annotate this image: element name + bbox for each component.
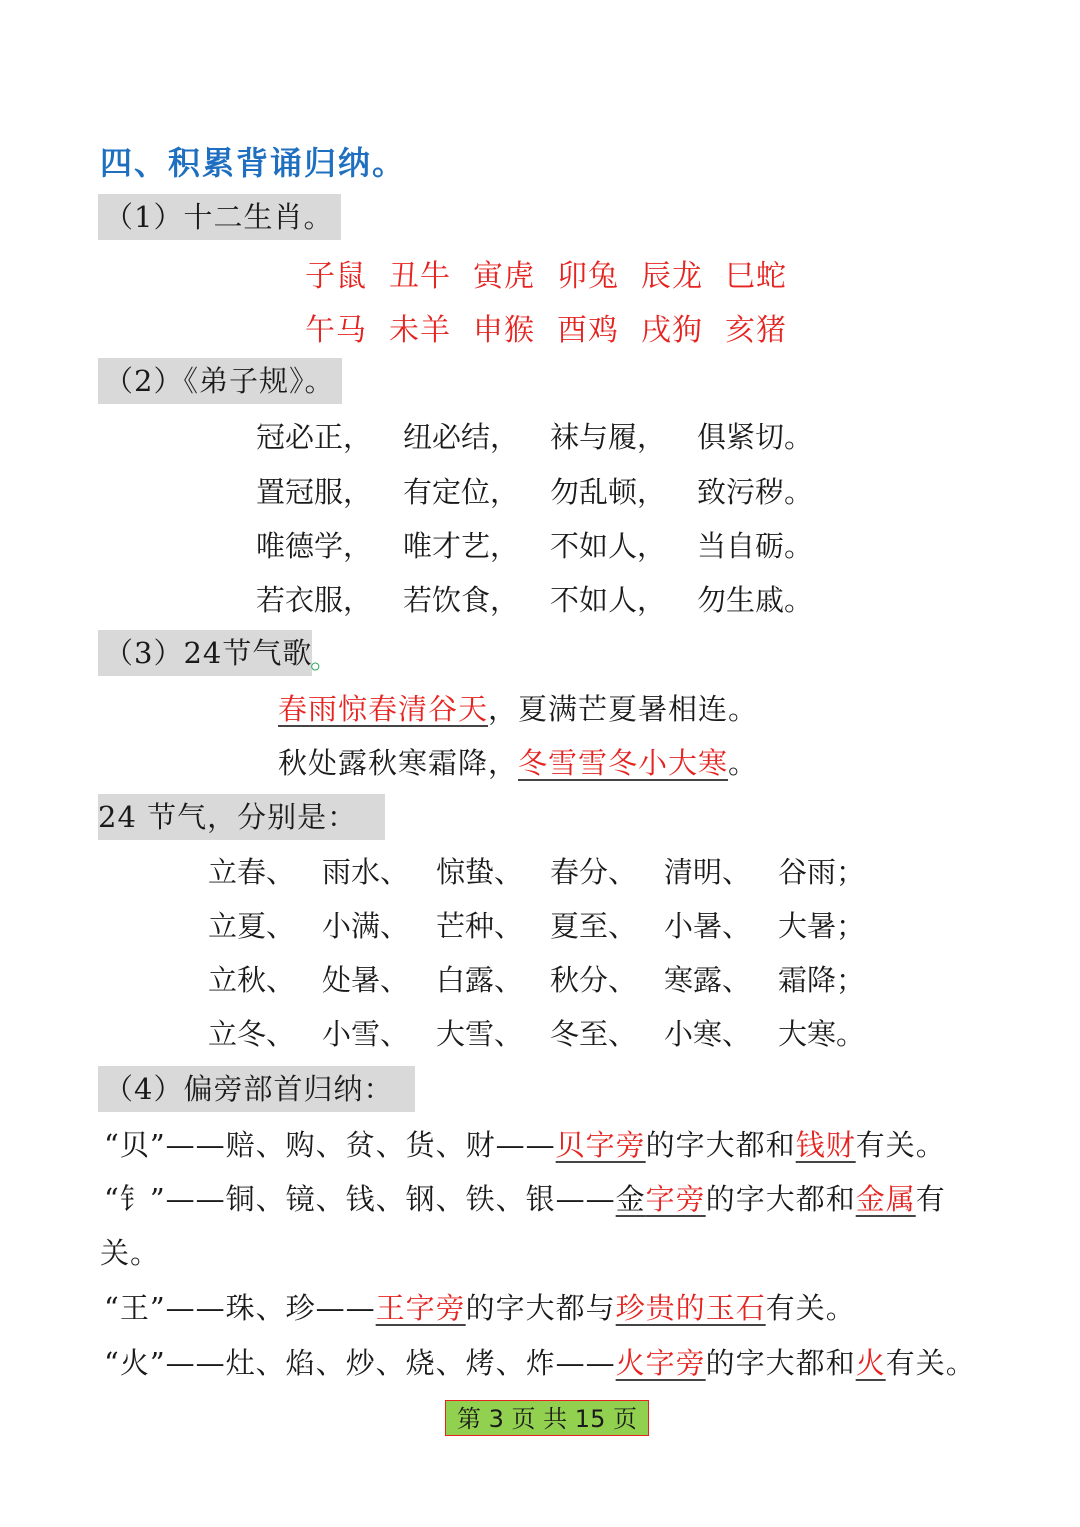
radical-name: 王字旁 bbox=[375, 1291, 466, 1325]
term: 谷雨； bbox=[778, 855, 866, 889]
radical-examples: “火”——灶、焰、炒、烧、烤、炸—— bbox=[104, 1346, 616, 1380]
term: 秋分、 bbox=[550, 963, 638, 997]
term: 惊蛰、 bbox=[436, 855, 524, 889]
term: 小雪、 bbox=[322, 1017, 410, 1051]
term: 处暑、 bbox=[322, 963, 410, 997]
song-highlight: 冬雪雪冬小大寒 bbox=[518, 746, 729, 780]
radical-text: 的字大都与 bbox=[465, 1291, 616, 1325]
radical-text: 有关。 bbox=[855, 1128, 946, 1162]
term: 立秋、 bbox=[208, 963, 296, 997]
radical-meaning: 金属 bbox=[855, 1182, 916, 1216]
dizigui-title: （2）《弟子规》。 bbox=[98, 358, 342, 404]
solar-terms-row bbox=[208, 850, 892, 891]
radical-line-jin bbox=[104, 1177, 946, 1218]
term: 寒露、 bbox=[664, 963, 752, 997]
term: 芒种、 bbox=[436, 909, 524, 943]
solar-song-title bbox=[98, 630, 312, 676]
term: 清明、 bbox=[664, 855, 752, 889]
term: 立冬、 bbox=[208, 1017, 296, 1051]
radical-text: 的字大都和 bbox=[705, 1182, 856, 1216]
solar-terms-title: 24 节气，分别是： bbox=[98, 794, 385, 840]
radical-examples: “贝”——赔、购、贫、货、财—— bbox=[104, 1128, 556, 1162]
radical-meaning: 钱财 bbox=[795, 1128, 856, 1162]
term: 小满、 bbox=[322, 909, 410, 943]
radical-examples: “钅”——铜、镜、钱、钢、铁、银—— bbox=[104, 1182, 616, 1216]
radical-meaning: 珍贵的玉石 bbox=[615, 1291, 766, 1325]
zodiac-item: 午马 bbox=[305, 313, 367, 348]
verse-phrase: 纽必结， bbox=[403, 420, 520, 454]
dizigui-line bbox=[256, 524, 813, 565]
term: 冬至、 bbox=[550, 1017, 638, 1051]
song-highlight: 春雨惊春清谷天 bbox=[278, 692, 489, 726]
term: 立夏、 bbox=[208, 909, 296, 943]
song-text: ，夏满芒夏暑相连。 bbox=[488, 692, 759, 726]
radical-examples: “王”——珠、珍—— bbox=[104, 1291, 376, 1325]
radical-line-huo bbox=[104, 1341, 976, 1382]
radical-text: 的字大都和 bbox=[645, 1128, 796, 1162]
zodiac-row-1 bbox=[305, 251, 809, 295]
solar-song-line-1 bbox=[278, 687, 758, 728]
term: 大雪、 bbox=[436, 1017, 524, 1051]
zodiac-item: 酉鸡 bbox=[557, 313, 619, 348]
verse-phrase: 俱紧切。 bbox=[697, 420, 814, 454]
zodiac-row-2 bbox=[305, 305, 809, 349]
term: 雨水、 bbox=[322, 855, 410, 889]
solar-song-line-2 bbox=[278, 741, 758, 782]
radicals-title: （4）偏旁部首归纳： bbox=[98, 1066, 415, 1112]
verse-phrase: 唯才艺， bbox=[403, 529, 520, 563]
verse-phrase: 若饮食， bbox=[403, 583, 520, 617]
dizigui-line bbox=[256, 470, 813, 511]
verse-phrase: 唯德学， bbox=[256, 529, 373, 563]
radical-name-part: 字旁 bbox=[645, 1182, 706, 1216]
song-text: 。 bbox=[728, 746, 759, 780]
zodiac-item: 卯兔 bbox=[557, 259, 619, 294]
term: 春分、 bbox=[550, 855, 638, 889]
term: 小寒、 bbox=[664, 1017, 752, 1051]
radical-text: 有关。 bbox=[765, 1291, 856, 1325]
radical-line-wang bbox=[104, 1286, 856, 1327]
page-number-footer: 第 3 页 共 15 页 bbox=[445, 1400, 649, 1436]
zodiac-item: 辰龙 bbox=[641, 259, 703, 294]
zodiac-item: 亥猪 bbox=[725, 313, 787, 348]
term: 大暑； bbox=[778, 909, 866, 943]
verse-phrase: 袜与履， bbox=[550, 420, 667, 454]
dizigui-line bbox=[256, 415, 813, 456]
term: 夏至、 bbox=[550, 909, 638, 943]
zodiac-item: 申猴 bbox=[473, 313, 535, 348]
verse-phrase: 当自砺。 bbox=[697, 529, 814, 563]
zodiac-item: 未羊 bbox=[389, 313, 451, 348]
verse-phrase: 致污秽。 bbox=[697, 475, 814, 509]
solar-terms-row bbox=[208, 1012, 892, 1053]
radical-meaning: 火 bbox=[855, 1346, 886, 1380]
radical-name: 贝字旁 bbox=[555, 1128, 646, 1162]
radical-text: 有关。 bbox=[885, 1346, 976, 1380]
term: 大寒。 bbox=[778, 1017, 866, 1051]
term: 立春、 bbox=[208, 855, 296, 889]
zodiac-item: 子鼠 bbox=[305, 259, 367, 294]
term: 小暑、 bbox=[664, 909, 752, 943]
zodiac-item: 丑牛 bbox=[389, 259, 451, 294]
solar-terms-row bbox=[208, 904, 892, 945]
verse-phrase: 若衣服， bbox=[256, 583, 373, 617]
section-heading: 四、积累背诵归纳。 bbox=[100, 144, 407, 182]
verse-phrase: 有定位， bbox=[403, 475, 520, 509]
zodiac-item: 戌狗 bbox=[641, 313, 703, 348]
radical-name: 火字旁 bbox=[615, 1346, 706, 1380]
zodiac-item: 寅虎 bbox=[473, 259, 535, 294]
verse-phrase: 冠必正， bbox=[256, 420, 373, 454]
verse-phrase: 置冠服， bbox=[256, 475, 373, 509]
solar-terms-row bbox=[208, 958, 892, 999]
verse-phrase: 不如人， bbox=[550, 529, 667, 563]
solar-song-title-dot: 。 bbox=[310, 641, 341, 675]
dizigui-line bbox=[256, 578, 813, 619]
verse-phrase: 勿乱顿， bbox=[550, 475, 667, 509]
verse-phrase: 不如人， bbox=[550, 583, 667, 617]
song-text: 秋处露秋寒霜降， bbox=[278, 746, 519, 780]
solar-song-title-text: （3）24节气歌 bbox=[104, 636, 313, 670]
zodiac-title: （1）十二生肖。 bbox=[98, 194, 341, 240]
term: 霜降； bbox=[778, 963, 866, 997]
zodiac-item: 巳蛇 bbox=[725, 259, 787, 294]
radical-text: 的字大都和 bbox=[705, 1346, 856, 1380]
radical-name-part: 金 bbox=[615, 1182, 646, 1216]
term: 白露、 bbox=[436, 963, 524, 997]
radical-line-jin-wrap: 关。 bbox=[100, 1236, 161, 1270]
verse-phrase: 勿生戚。 bbox=[697, 583, 814, 617]
radical-line-bei bbox=[104, 1123, 946, 1164]
radical-text: 有 bbox=[915, 1182, 946, 1216]
